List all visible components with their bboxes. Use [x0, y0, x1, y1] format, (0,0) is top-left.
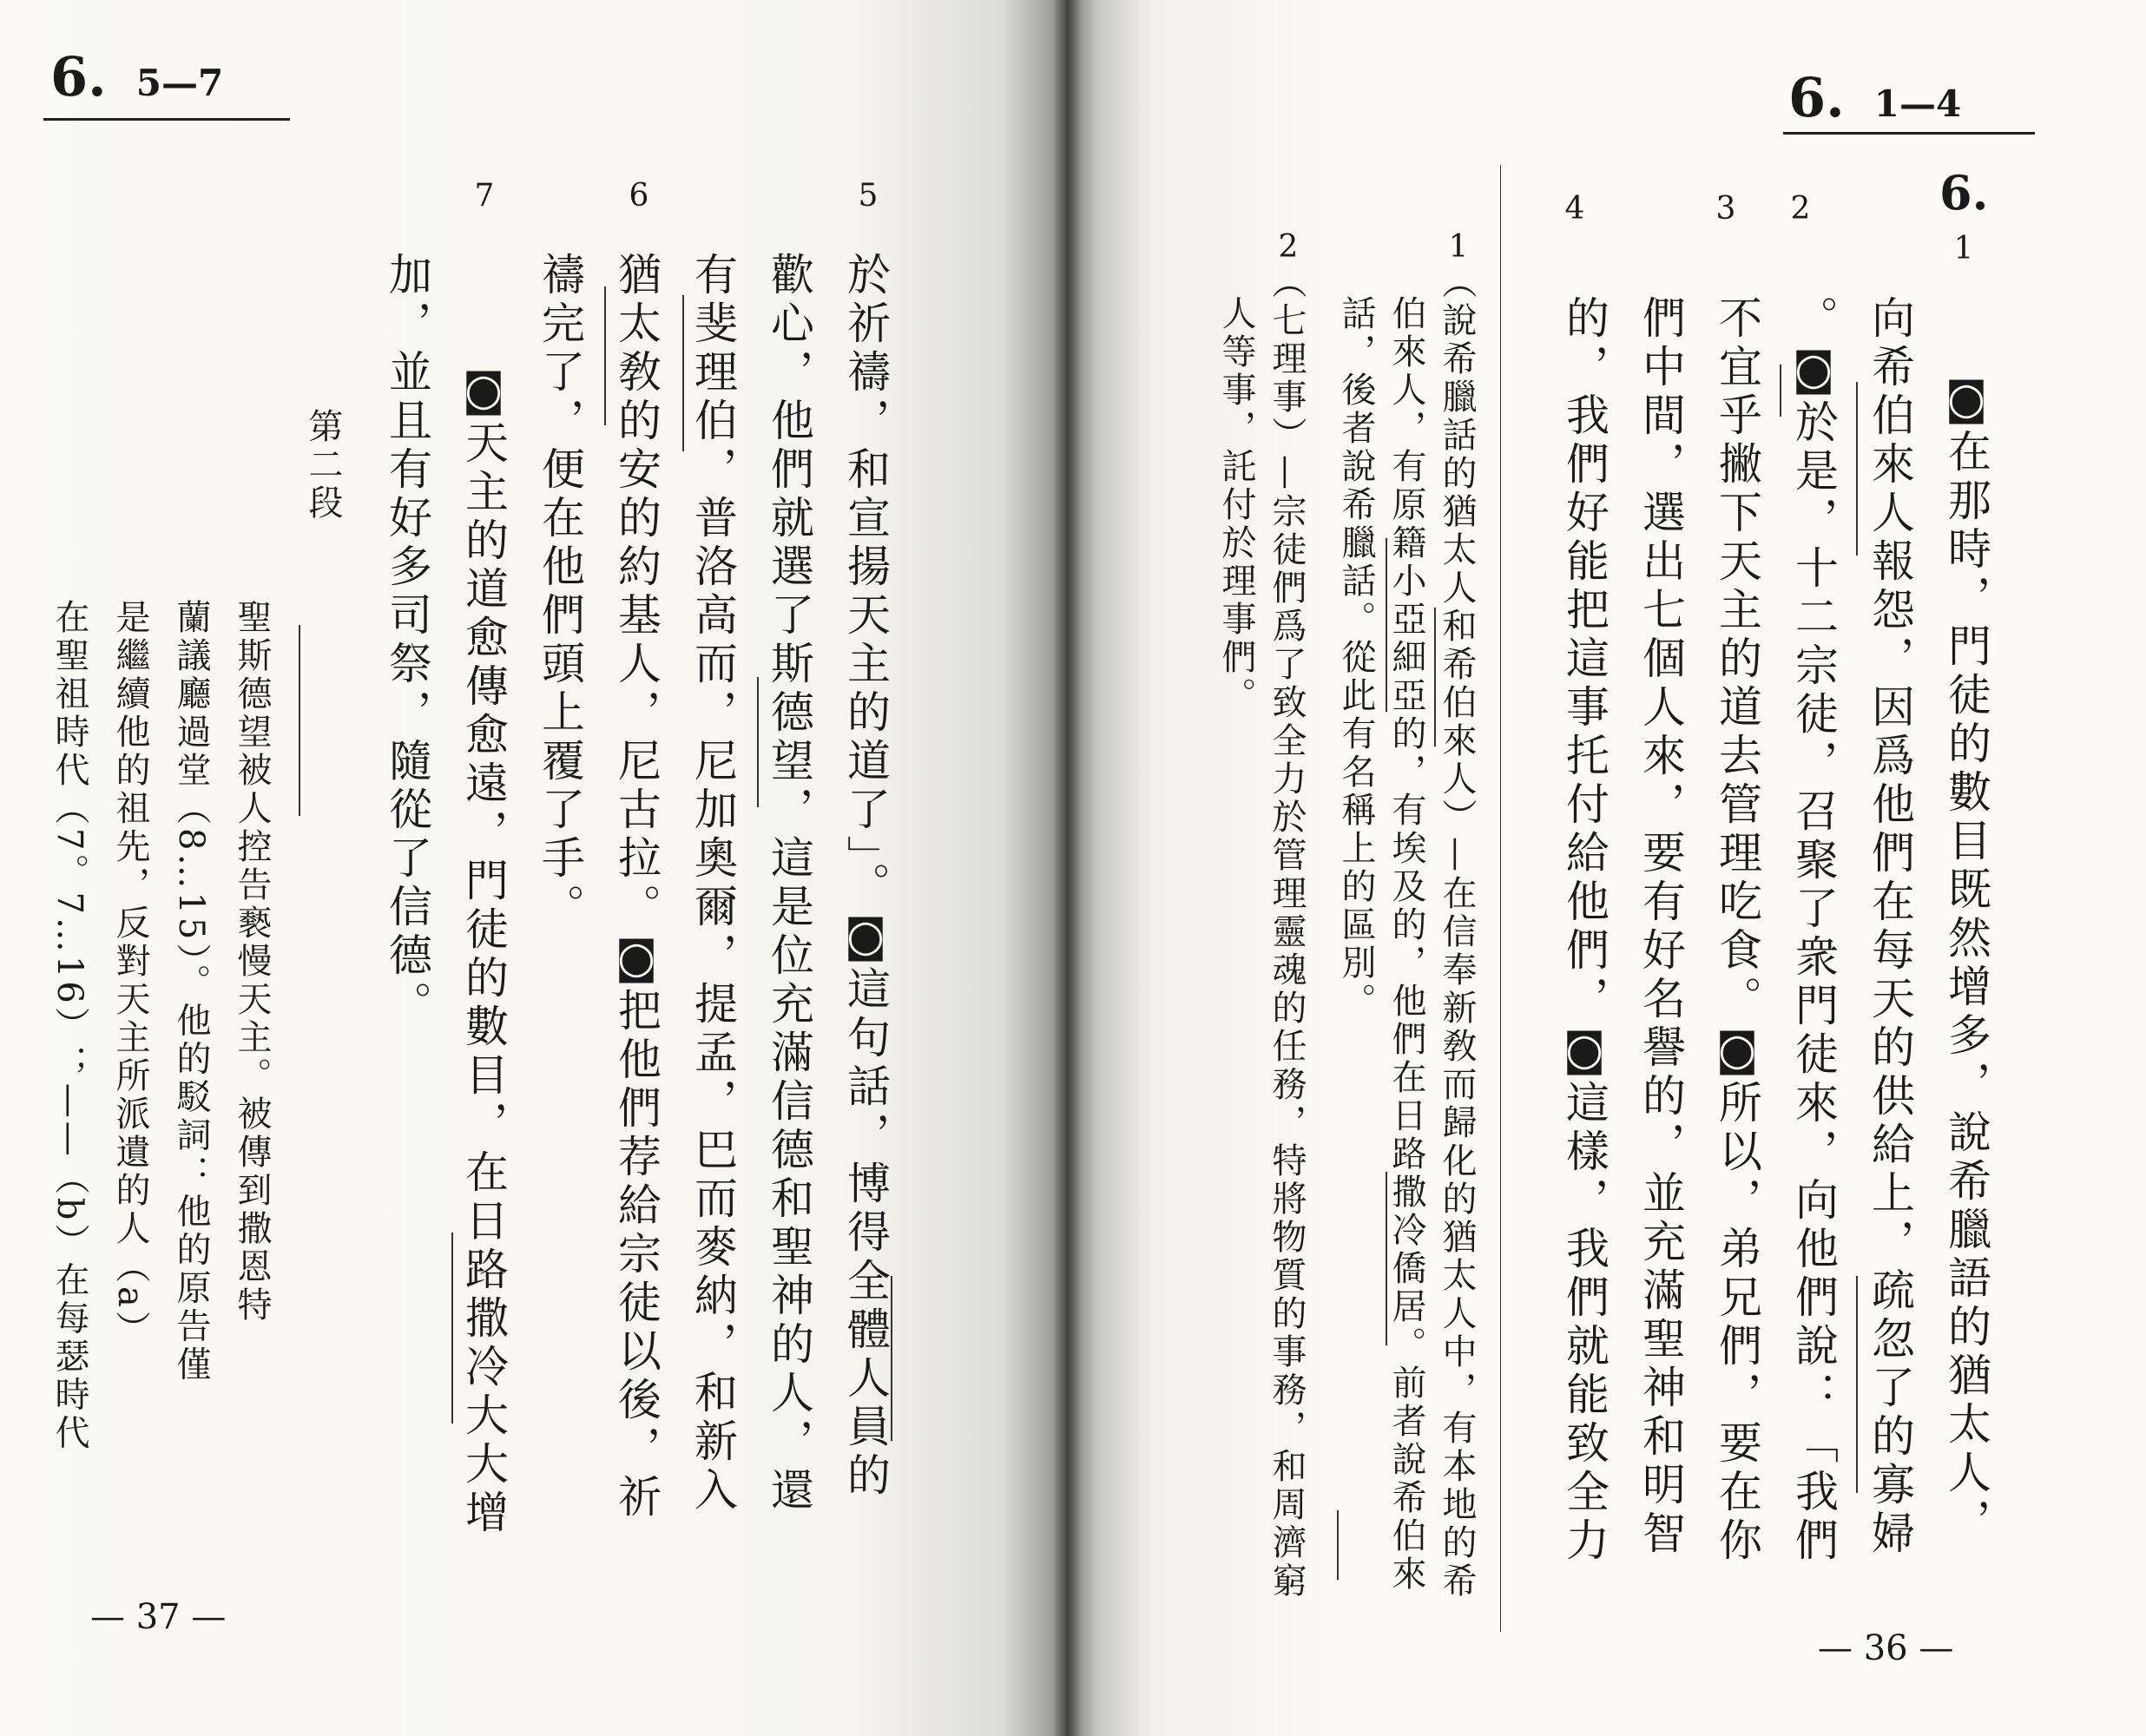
name-underline [1434, 608, 1436, 746]
name-underline [451, 1233, 453, 1424]
left-header-chapter: 6. [50, 45, 107, 108]
right-page [1066, 0, 2146, 1736]
text-column: 向希伯來人報怨，因爲他們在每天的供給上，疏忽了的寡婦 [1865, 295, 1915, 1559]
text-column: ◙天主的道愈傳愈遠，門徒的數目，在日路撒冷大大增 [458, 365, 509, 1538]
book-gutter [1052, 0, 1082, 1736]
verse-number-6: 6 [629, 178, 649, 214]
verse-number-4: 4 [1564, 191, 1585, 227]
section-summary-line: 是繼續他的祖先，反對天主所派遺的人（a） [110, 599, 150, 1349]
footnote-line: 伯來人，有原籍小亞細亞的，有埃及的，他們在日路撒冷僑居。前者說希伯來 [1386, 295, 1426, 1594]
section-summary-line: 在聖祖時代（7。7…16）；——（b）在每瑟時代 [49, 599, 89, 1453]
name-underline [1386, 538, 1387, 712]
footnote-number-1: 1 [1448, 229, 1469, 265]
text-column: 不宜乎撇下天主的道去管理吃食。◙所以，弟兄們，要在你 [1712, 295, 1762, 1566]
name-underline [299, 625, 300, 816]
text-column: 禱完了，便在他們頭上覆了手。 [535, 252, 585, 932]
name-underline [682, 295, 684, 451]
section-summary-line: 蘭議廳過堂（8…15）。他的駁詞：他的原告僅 [171, 599, 211, 1384]
verse-number-5: 5 [858, 178, 879, 214]
section-summary-line: 聖斯德望被人控告褻慢天主。被傳到撒恩特 [232, 599, 272, 1325]
footnote-line: （說希臘話的猶太人和希伯來人）—在信奉新敎而歸化的猶太人中，有本地的希 [1437, 264, 1477, 1601]
text-column: 於祈禱，和宣揚天主的道了」。◙這句話，博得全體人員的 [840, 252, 891, 1501]
text-column: 們中間，選出七個人來，要有好名譽的，並充滿聖神和明智 [1636, 295, 1686, 1559]
chapter-label: 6. [1939, 165, 1989, 220]
footnote-line: 話，後者說希臘話。從此有名稱上的區別。 [1336, 295, 1376, 1021]
text-column: 加，並且有好多司祭，隨從了信德。 [382, 252, 432, 1029]
right-header-verses: 1—4 [1873, 82, 1962, 125]
right-header-chapter: 6. [1788, 66, 1845, 129]
name-underline [1856, 382, 1858, 556]
right-header-rule [1783, 132, 2035, 135]
name-underline [1856, 1276, 1858, 1493]
verse-number-2: 2 [1790, 191, 1811, 227]
footnote-line: 人等事，託付於理事們。 [1216, 295, 1256, 715]
footnote-number-2: 2 [1278, 229, 1299, 265]
name-underline [1386, 1172, 1387, 1345]
text-column: 猶太敎的安的約基人，尼古拉。◙把他們荐給宗徒以後，祈 [611, 252, 662, 1522]
text-column: ◙在那時，門徒的數目既然增多，說希臘語的猶太人， [1941, 373, 1991, 1547]
right-page-header [1788, 66, 1961, 129]
text-column: 。◙於是，十二宗徒，召聚了衆門徒來，向他們說：「我們 [1788, 295, 1839, 1566]
text-column: 歡心，他們就選了斯德望，這是位充滿信德和聖神的人，還 [764, 252, 814, 1516]
left-page-header [50, 45, 223, 108]
name-underline [891, 1276, 892, 1441]
text-column: 有斐理伯，普洛高而，尼加奧爾，提孟，巴而麥納，和新入 [688, 252, 738, 1516]
right-page-number: — 36 — [1818, 1628, 1954, 1668]
name-underline [1337, 1510, 1339, 1580]
left-header-rule [43, 118, 290, 121]
left-page-number: — 37 — [90, 1597, 227, 1637]
verse-number-7: 7 [474, 178, 495, 214]
left-header-verses: 5—7 [135, 62, 224, 104]
verse-number-3: 3 [1715, 191, 1736, 227]
section-heading: 第二段 [303, 408, 343, 523]
footnote-line: （七理事）—宗徒們爲了致全力於管理靈魂的任務，特將物質的事務，和周濟窮 [1267, 264, 1307, 1601]
name-underline [757, 677, 759, 807]
text-column: 的，我們好能把這事托付給他們，◙這樣，我們就能致全力 [1559, 295, 1610, 1566]
name-underline [604, 286, 606, 425]
left-page [0, 0, 1066, 1736]
footnote-divider [1500, 165, 1501, 1632]
verse-number-1: 1 [1953, 231, 1974, 266]
name-underline [1780, 365, 1781, 417]
